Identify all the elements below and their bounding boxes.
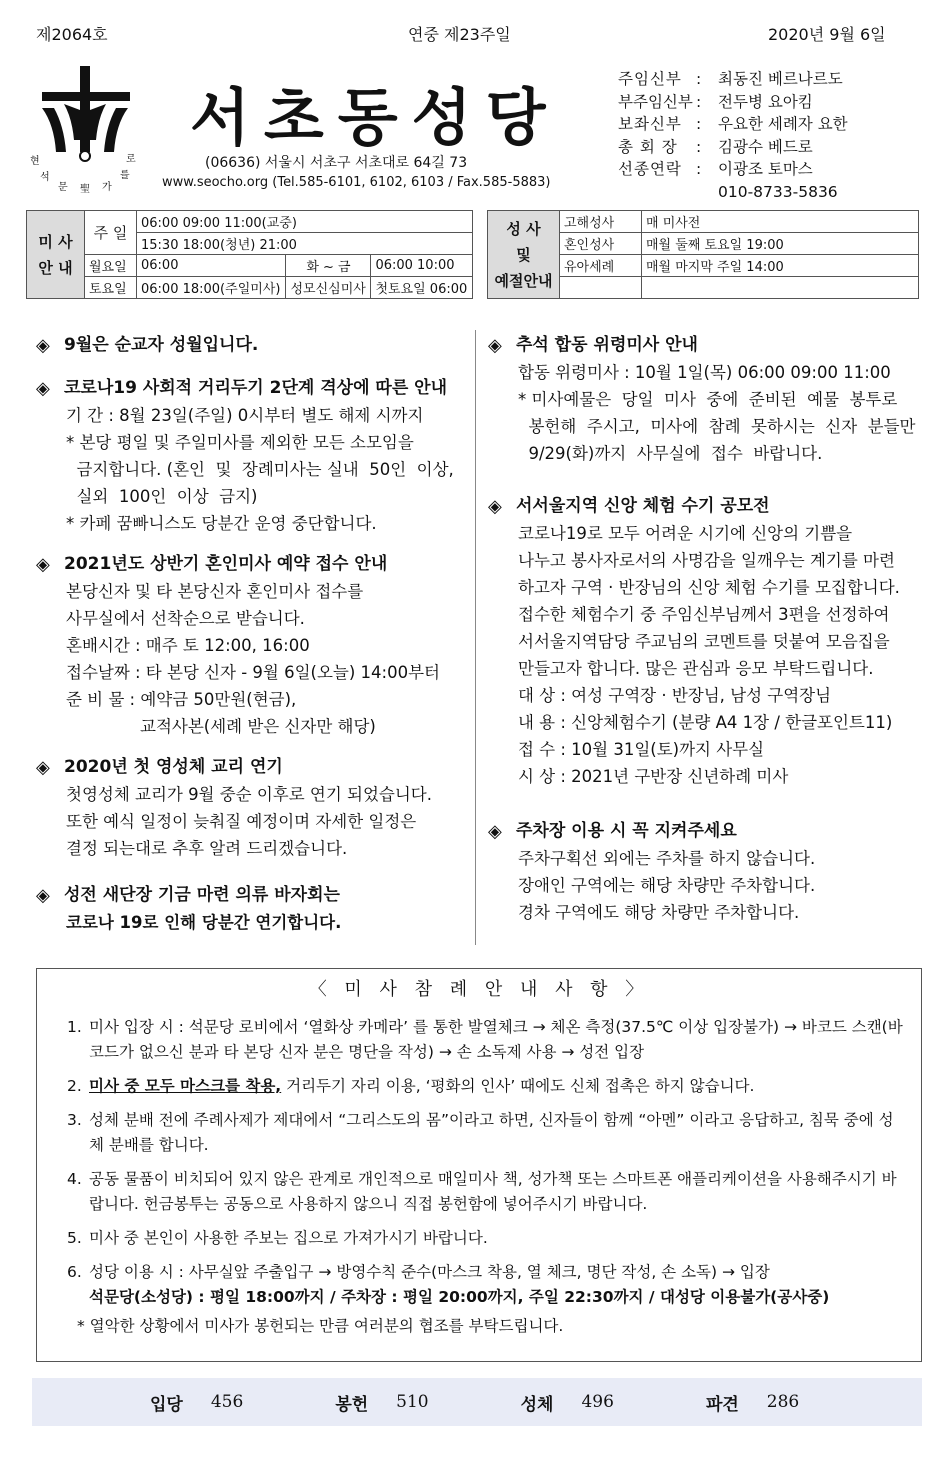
staff-row: 보좌신부 : 우요한 세례자 요한: [618, 115, 848, 133]
parish-address: (06636) 서울시 서초구 서초대로 64길 73: [205, 155, 468, 171]
section-heading: ◈ 추석 합동 위령미사 안내: [488, 332, 924, 359]
parish-logo: 현 석 문 聖 가 를 로: [28, 60, 148, 180]
text-line: 경차 구역에도 해당 차량만 주차합니다.: [518, 903, 800, 922]
staff-row: 부주임신부 : 전두병 요아킴: [618, 92, 813, 111]
notice-item: 6. 성당 이용 시 : 사무실앞 주출입구 → 방영수칙 준수(마스크 착용, 열 체크, 명단 작성, 손 소독) → 입장 석문당(소성당) : 평일 18:00까지 / 주차장 : 평일 20:00까지, 주일 22:30까지 / 대성당 이용불가(공사중): [67, 1263, 830, 1306]
sacrament-label: 고해성사: [560, 211, 642, 233]
issue-date: 2020년 9월 6일: [768, 25, 886, 44]
text-line: * 카페 꿈빠니스도 당분간 운영 중단합니다.: [66, 514, 377, 533]
staff-row: 총 회 장 : 김광수 베드로: [618, 137, 813, 156]
text-line: 결정 되는대로 추후 알려 드리겠습니다.: [66, 839, 348, 858]
section-heading: ◈ 서서울지역 신앙 체험 수기 공모전: [488, 493, 924, 520]
notice-item: 2. 미사 중 모두 마스크를 착용, 거리두기 자리 이용, ‘평화의 인사’ 때에도 신체 접촉은 하지 않습니다.: [67, 1077, 755, 1095]
notice-item: 1. 미사 입장 시 : 석문당 로비에서 ‘열화상 카메라’ 를 통한 발열체크 → 체온 측정(37.5℃ 이상 입장불가) → 바코드 스캔(바코드가 없으신 분과 타 본당 신자 분은 명단을 작성) → 손 소독제 사용 → 성전 입장: [67, 1018, 903, 1061]
right-column: [488, 332, 924, 926]
notice-item: 5. 미사 중 본인이 사용한 주보는 집으로 가져가시기 바랍니다.: [67, 1229, 488, 1247]
mass-schedule-table: [26, 210, 473, 299]
diamond-icon: ◈: [488, 335, 502, 356]
weekday-time: 06:00: [137, 255, 286, 277]
text-line: * 본당 평일 및 주일미사를 제외한 모든 소모임을: [66, 433, 414, 452]
diamond-icon: ◈: [36, 554, 50, 575]
attendance-stats: [32, 1378, 922, 1426]
text-line: 주차구획선 외에는 주차를 하지 않습니다.: [518, 849, 816, 868]
staff-row: 010-8733-5836: [718, 182, 838, 201]
text-line: 접 수 : 10월 31일(토)까지 사무실: [518, 740, 765, 759]
tuefri-label: 화 ~ 금: [286, 255, 371, 277]
notice-title: 〈 미 사 참 례 안 내 사 항 〉: [308, 979, 650, 1000]
text-line: 장애인 구역에는 해당 차량만 주차합니다.: [518, 876, 816, 895]
text-line: 하고자 구역 · 반장님의 신앙 체험 수기를 모집합니다.: [518, 578, 900, 597]
saturday-label: 토요일: [85, 277, 137, 299]
section-heading: ◈ 코로나19 사회적 거리두기 2단계 격상에 따른 안내: [36, 375, 472, 402]
text-line: 혼배시간 : 매주 토 12:00, 16:00: [66, 636, 310, 655]
saturday-marian-mass: 성모신심미사: [286, 277, 371, 299]
sunday-times-1: 06:00 09:00 11:00(교중): [137, 211, 473, 233]
staff-row: 주임신부 : 최동진 베르나르도: [618, 70, 843, 88]
section-heading: ◈ 2020년 첫 영성체 교리 연기: [36, 754, 472, 781]
text-line: 합동 위령미사 : 10월 1일(목) 06:00 09:00 11:00: [518, 363, 891, 382]
weekday-label: 월요일: [85, 255, 137, 277]
text-line: 대 상 : 여성 구역장 · 반장님, 남성 구역장님: [518, 686, 832, 705]
stat-offering: 봉헌 510: [335, 1392, 429, 1415]
text-line: 내 용 : 신앙체험수기 (분량 A4 1장 / 한글포인트11): [518, 713, 893, 732]
text-line: 9/29(화)까지 사무실에 접수 바랍니다.: [518, 444, 823, 463]
sacrament-label: 혼인성사: [560, 233, 642, 255]
text-line: 나누고 봉사자로서의 사명감을 일깨우는 계기를 마련: [518, 551, 895, 570]
notice-item: 4. 공동 물품이 비치되어 있지 않은 관계로 개인적으로 매일미사 책, 성가책 또는 스마트폰 애플리케이션을 사용해주시기 바랍니다. 헌금봉투는 공동으로 사용하지 않으니 직접 봉헌함에 넣어주시기 바랍니다.: [67, 1170, 897, 1213]
diamond-icon: ◈: [488, 496, 502, 517]
text-line: 만들고자 합니다. 많은 관심과 응모 부탁드립니다.: [518, 659, 874, 678]
sacrament-value: 매월 둘째 토요일 19:00: [642, 233, 919, 255]
sacrament-table: [487, 210, 919, 299]
notice-item: 3. 성체 분배 전에 주례사제가 제대에서 “그리스도의 몸”이라고 하면, 신자들이 함께 “아멘” 이라고 응답하고, 침묵 중에 성체 분배를 합니다.: [67, 1111, 894, 1154]
issue-number: 제2064호: [36, 25, 108, 44]
left-column: [36, 332, 472, 936]
sunday-label: 주 일: [85, 211, 137, 255]
stat-communion: 성체 496: [520, 1392, 614, 1415]
stat-entrance: 입당 456: [150, 1392, 244, 1415]
text-line: 서서울지역담당 주교님의 코멘트를 덧붙여 모음집을: [518, 632, 890, 651]
text-line: 준 비 물 : 예약금 50만원(현금),: [66, 690, 297, 709]
sacrament-value: 매 미사전: [642, 211, 919, 233]
notice-list: [67, 1015, 905, 1339]
liturgical-week: 연중 제23주일: [408, 25, 511, 44]
text-line: 사무실에서 선착순으로 받습니다.: [66, 609, 305, 628]
section-heading: ◈ 주차장 이용 시 꼭 지켜주세요: [488, 818, 924, 845]
text-line: 코로나19로 모두 어려운 시기에 신앙의 기쁨을: [518, 524, 853, 543]
diamond-icon: ◈: [36, 885, 50, 906]
stat-dismissal: 파견 286: [705, 1392, 800, 1415]
diamond-icon: ◈: [488, 821, 502, 842]
text-line: 또한 예식 일정이 늦춰질 예정이며 자세한 일정은: [66, 812, 417, 831]
staff-list: [618, 68, 848, 203]
section-heading: ◈ 2021년도 상반기 혼인미사 예약 접수 안내: [36, 551, 472, 578]
section-heading: ◈ 성전 새단장 기금 마련 의류 바자회는: [36, 882, 472, 909]
diamond-icon: ◈: [36, 757, 50, 778]
text-line: 교적사본(세례 받은 신자만 해당): [140, 717, 376, 736]
text-line: 시 상 : 2021년 구반장 신년하례 미사: [518, 767, 789, 786]
text-line: 실외 100인 이상 금지): [66, 487, 258, 506]
diamond-icon: ◈: [36, 378, 50, 399]
section-heading: ◈ 9월은 순교자 성월입니다.: [36, 332, 472, 359]
sunday-times-2: 15:30 18:00(청년) 21:00: [137, 233, 473, 255]
text-line: 봉헌해 주시고, 미사에 참례 못하시는 신자 분들만: [518, 417, 916, 436]
text-line: 기 간 : 8월 23일(주일) 0시부터 별도 해제 시까지: [66, 406, 424, 425]
parish-title: 서초동성당: [190, 81, 560, 154]
tuefri-time: 06:00 10:00: [371, 255, 473, 277]
saturday-time: 06:00 18:00(주일미사): [137, 277, 286, 299]
diamond-icon: ◈: [36, 335, 50, 356]
column-divider: [475, 330, 476, 945]
text-line: 접수날짜 : 타 본당 신자 - 9월 6일(오늘) 14:00부터: [66, 663, 440, 682]
staff-row: 선종연락 : 이광조 토마스: [618, 160, 813, 178]
mass-notice-box: [36, 968, 922, 1362]
text-line: 접수한 체험수기 중 주임신부님께서 3편을 선정하여: [518, 605, 890, 624]
text-line: 첫영성체 교리가 9월 중순 이후로 연기 되었습니다.: [66, 785, 432, 804]
sacrament-label: 유아세례: [560, 255, 642, 277]
section-heading-cont: 코로나 19로 인해 당분간 연기합니다.: [66, 913, 342, 932]
sacrament-table-header: 성 사 및 예절안내: [488, 211, 560, 299]
text-line: * 미사예물은 당일 미사 중에 준비된 예물 봉투로: [518, 390, 898, 409]
sacrament-value: 매월 마지막 주일 14:00: [642, 255, 919, 277]
text-line: 본당신자 및 타 본당신자 혼인미사 접수를: [66, 582, 364, 601]
text-line: 금지합니다. (혼인 및 장례미사는 실내 50인 이상,: [66, 460, 454, 479]
first-saturday-time: 첫토요일 06:00: [371, 277, 473, 299]
mass-table-header: 미 사 안 내: [27, 211, 85, 299]
notice-footnote: * 열악한 상황에서 미사가 봉헌되는 만큼 여러분의 협조를 부탁드립니다.: [77, 1317, 564, 1335]
parish-contact: www.seocho.org (Tel.585-6101, 6102, 6103 / Fax.585-5883): [162, 175, 551, 190]
